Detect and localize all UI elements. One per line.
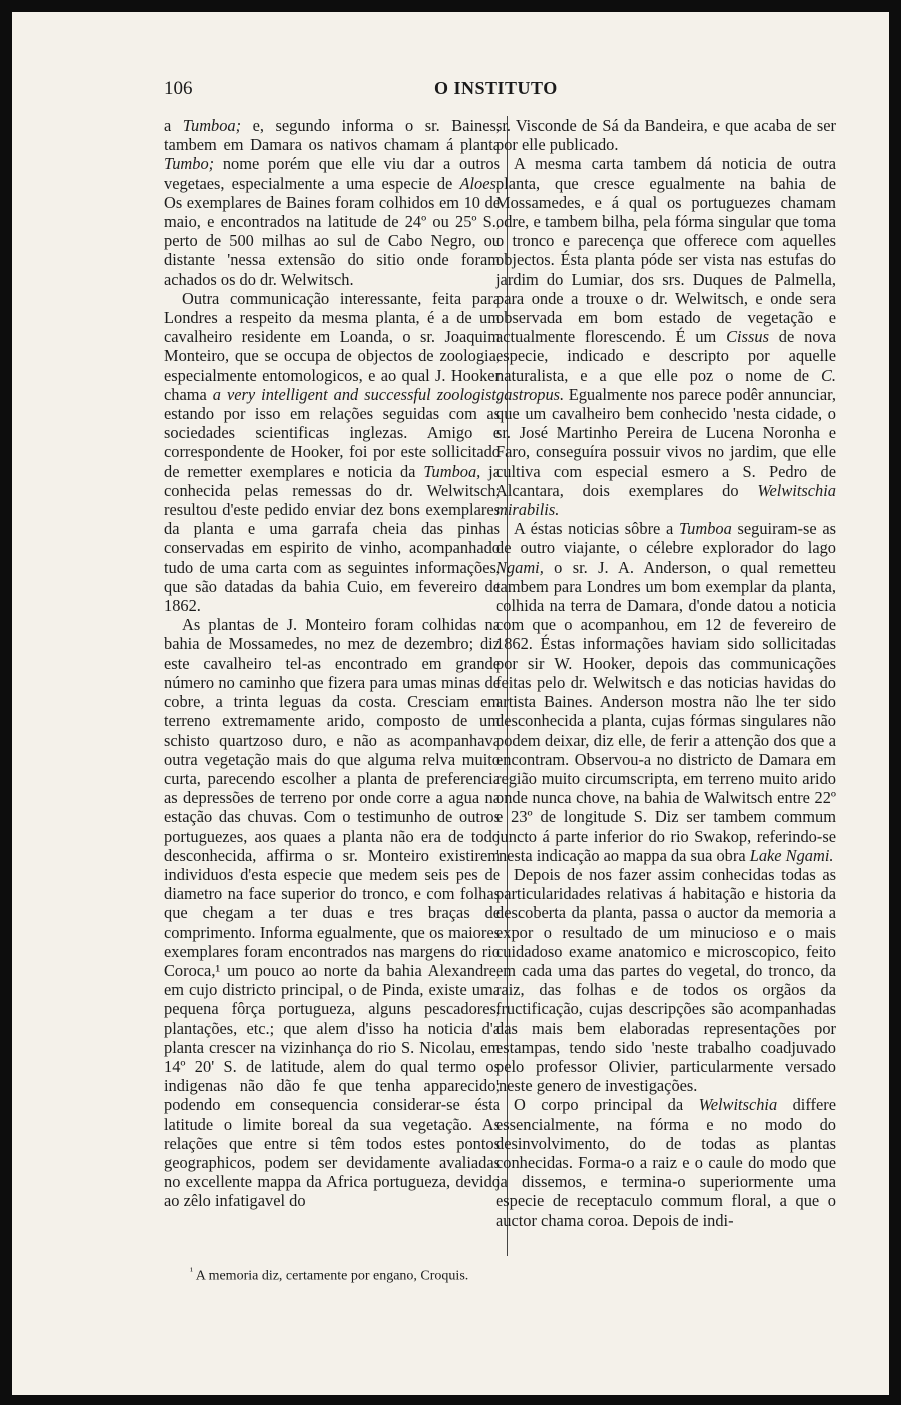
footnote-marker: ¹ [190,1266,193,1277]
running-title: O INSTITUTO [434,78,558,98]
paragraph [496,519,836,865]
italic-text: Aloes. [459,173,500,193]
page-number: 106 [164,78,193,99]
italic-text: Welwitschia mirabilis. [496,480,836,520]
italic-text: Ngami, [496,557,544,577]
italic-text: Cissus [726,327,769,347]
text-run: differe essencialmente, na fórma e no modo do desinvolvimento, do de todas as plantas conhecidas. Forma-o a raiz e o caule do modo que ja dissemos, e termina-o superiormente uma especie de receptaculo commum floral, a que o auctor chama coroa. Depois de indi- [496,1095,836,1230]
book-page [12,12,889,1395]
text-run: ja conhecida pelas remessas do dr. Welwitsch; resultou d'este pedido enviar dez bons exemplares da planta e uma garrafa cheia das pinhas conservadas em espirito de vinho, acompanhado tudo de uma carta com as seguintes informações, que são datadas da bahia Cuio, em fevereiro de 1862. [164,461,500,616]
italic-text: Tumboa; [182,116,242,135]
text-run: A mesma carta tambem dá noticia de outra planta, que cresce egualmente na bahia de Mossamedes, e á qual os portuguezes chamam odre, e tambem bilha, pela fórma singular que toma o tronco e parecença que offerece com aquelles objectos. Ésta planta póde ser vista nas estufas do jardim do Lumiar, dos srs. Duques de Palmella, para onde a trouxe o dr. Welwitsch, e onde sera observada em bom estado de vegetação e actualmente florescendo. É um [496,154,836,347]
paragraph [496,116,836,154]
text-run: nome porém que elle viu dar a outros vegetaes, especialmente a uma especie de [164,154,500,193]
text-run: Outra communicação interessante, feita para Londres a respeito da mesma planta, é a de um cavalheiro residente em Loanda, o sr. Joaquim Monteiro, que se occupa de objectos de zoologia, especialmente entomologicos, e ao qual J. Hooker chama [164,288,500,404]
text-run: Depois de nos fazer assim conhecidas todas as particularidades relativas á habitação e historia da descoberta da planta, passa o auctor da memoria a expor o resultado de um minucioso e o mais cuidadoso exame anatomico e microscopico, feito em cada uma das partes do vegetal, do tronco, da raiz, das folhas e de todos os orgãos da fructificação, cujas descripções são acompanhadas das mais bem elaboradas representações por estampas, tendo sido 'neste trabalho coadjuvado pelo professor Olivier, particularmente versado 'neste genero de investigações. [496,864,836,1096]
left-text-column [164,116,500,1211]
paragraph [496,1095,836,1229]
text-run: As plantas de J. Monteiro foram colhidas na bahia de Mossamedes, no mez de dezembro; diz este cavalheiro tel-as encontrado em grande número no caminho que fizera para umas minas de cobre, a trinta leguas da costa. Cresciam em terreno extremamente arido, composto de um schisto quartzoso duro, e não as acompanhava outra vegetação mais do que alguma relva muito curta, parecendo escolher a planta de preferencia as depressões de terreno por onde corre a agua na estação das chuvas. Com o testimunho de outros portuguezes, aos quaes a planta não era de todo desconhecida, affirma o sr. Monteiro existirem individuos d'esta especie que medem seis pes de diametro na face superior do tronco, e com folhas que chegam a ter duas e tres braças de comprimento. Informa egualmente, que os maiores exemplares foram encontrados nas margens do rio Coroca,¹ um pouco ao norte da bahia Alexandre, em cujo districto principal, o de Pinda, existe uma pequena fôrça portugueza, alguns pescadores, plantações, etc.; que alem d'isso ha noticia d'a planta crescer na vizinhança do rio S. Nicolau, em 14º 20' S. de latitude, alem do qual termo os indigenas não dão fe que tenha apparecido; podendo em consequencia considerar-se ésta latitude o limite boreal da sua vegetação. As relações que entre si têm todos estes pontos geographicos, podem ser devidamente avaliadas no excellente mappa da Africa portugueza, devido ao zêlo infatigavel do [164,615,500,1211]
text-run: de nova especie, indicado e descripto por aquelle naturalista, e a que elle poz o nome de [496,327,837,385]
text-run: O corpo principal da [514,1095,699,1115]
footnote [190,1266,510,1285]
paragraph [164,615,500,1210]
text-run: seguiram-se as de outro viajante, o célebre explorador do lago [496,519,836,558]
text-run: Egualmente nos parece podêr annunciar, que um cavalheiro bem conhecido 'nesta cidade, o sr. José Martinho Pereira de Lucena Noronha e Faro, conseguíra possuir vivos no jardim, que elle cultiva com especial esmero a S. Pedro de Alcantara, dois exemplares do [496,384,836,500]
text-run: sr. Visconde de Sá da Bandeira, e que acaba de ser por elle publicado. [496,116,836,155]
footnote-text: A memoria diz, certamente por engano, Croquis. [195,1268,469,1284]
text-run: estando por isso em relações seguidas com as sociedades scientificas inglezas. Amigo e correspondente de Hooker, foi por este sollicitado de remetter exemplares e noticia da [164,404,500,481]
paragraph [496,865,836,1095]
italic-text: C. gastropus. [496,365,836,404]
italic-text: Welwitschia [698,1095,778,1115]
italic-text: Lake Ngami. [749,845,834,865]
text-run: o sr. J. A. Anderson, o qual remetteu tambem para Londres um bom exemplar da planta, colhida na terra de Damara, d'onde datou a noticia com que o acompanhou, em 12 de fevereiro de 1862. Éstas informações haviam sido sollicitadas por sir W. Hooker, depois das communicações feitas pelo dr. Welwitsch e das noticias havidas do artista Baines. Anderson mostra não lhe ter sido desconhecida a planta, cujas fórmas singulares não podem deixar, diz elle, de ferir a attenção dos que a encontram. Observou-a no districto de Damara em região muito circumscripta, em terreno muito arido onde nunca chove, na bahia de Walwitsch entre 22º e 23º de longitude S. Diz ser tambem commum juncto á parte inferior do rio Swakop, referindo-se 'nesta indicação ao mappa da sua obra [496,557,836,865]
paragraph [496,154,836,519]
italic-text: Tumboa, [423,461,481,481]
paragraph [164,116,500,289]
italic-text: a very intelligent and successful zoologist, [212,384,500,404]
italic-text: Tumboa [678,519,732,539]
page-header [164,74,814,104]
text-run: A éstas noticias sôbre a [514,519,679,539]
text-run: Os exemplares de Baines foram colhidos em 10 de maio, e encontrados na latitude de 24º ou 25º S., perto de 500 milhas ao sul de Cabo Negro, ou distante 'nessa extensão do sitio onde foram achados os do dr. Welwitsch. [164,192,500,289]
paragraph [164,289,500,615]
text-run: a [164,116,183,135]
italic-text: Tumbo; [164,154,215,174]
right-text-column [496,116,836,1230]
text-run: e, segundo informa o sr. Baines, tambem em Damara os nativos chamam á planta [164,116,501,155]
